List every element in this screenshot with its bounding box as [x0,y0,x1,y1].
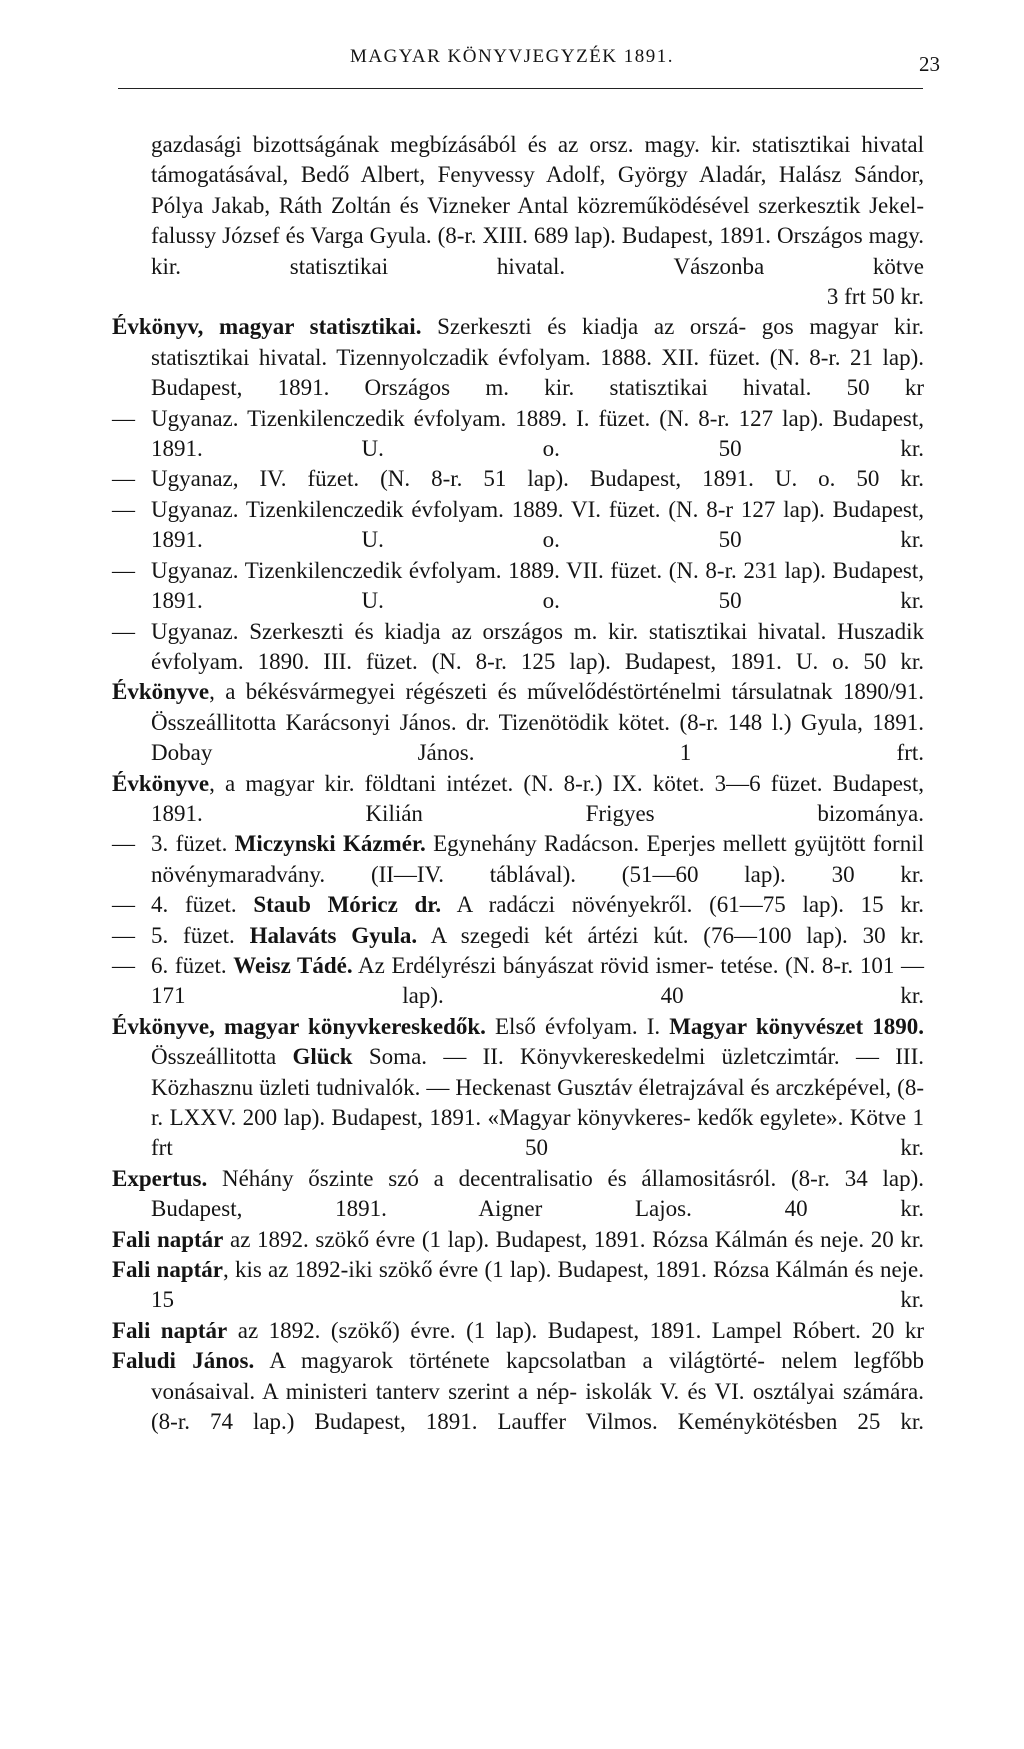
catalog-entry [112,829,924,890]
entry-text: Szerkeszti és kiadja az orszá- gos magyar kir. statisztikai hivatal. Tizennyolczadik évfolyam. 1888. XII. füzet. (N. 8-r. 21 lap). Budapest, 1891. Országos m. kir. statisztikai hivatal. [151,314,924,401]
entry-price: 20 kr [871,1317,924,1343]
entry-text: Soma. — II. Könyvkereskedelmi üzletczimtár. — III. Közhasznu üzleti tudnivalók. — Heckenast Gusztáv életrajzával és arczképével, (8-r. LXXV. 200 lap). Budapest, 1891. «Magyar könyvkeres- kedők egylete». Kötve [151,1044,925,1130]
entry-heading: Magyar könyvészet 1890. [669,1013,924,1039]
catalog-entry [112,312,924,403]
entry-text: 3. füzet. [151,831,235,857]
entry-heading: Staub Móricz dr. [253,892,442,918]
entry-price: 3 frt 50 kr. [826,284,924,310]
catalog-entry [112,495,924,556]
catalog-entry [112,890,924,920]
entry-heading: Expertus. [112,1165,208,1191]
entry-text: Az Erdélyrészi bányászat rövid ismer- tetése. (N. 8-r. 101 —171 lap). [151,952,924,1009]
catalog-entry [112,769,924,830]
entry-price: 25 kr. [857,1409,925,1435]
entry-text: Ugyanaz. Szerkeszti és kiadja az országos m. kir. statisztikai hivatal. Huszadik évfolyam. 1890. III. füzet. (N. 8-r. 125 lap). Budapest, 1891. U. o. [151,618,924,674]
ditto-dash: — [112,952,135,978]
page-number: 23 [919,52,940,76]
entry-text: A szegedi két ártézi kút. (76—100 lap). [417,922,848,948]
entry-heading: Miczynski Kázmér. [234,831,426,857]
ditto-dash: — [112,618,135,644]
entry-text: Ugyanaz. Tizenkilenczedik évfolyam. 1889. I. füzet. (N. 8-r. 127 lap). Budapest, 1891. U. o. [151,405,924,462]
entry-text: Ugyanaz, IV. füzet. (N. 8-r. 51 lap). Budapest, 1891. U. o. 50 kr. [151,466,924,492]
entry-price: 1 frt 50 kr. [151,1105,924,1161]
header-rule [118,88,923,89]
entry-list [112,312,924,1437]
entry-price: 15 kr. [151,1287,924,1313]
entry-text: Ugyanaz. Tizenkilenczedik évfolyam. 1889. VII. füzet. (N. 8-r. 231 lap). Budapest, 1891. U. o. [151,557,924,614]
catalog-entry [112,1225,924,1255]
entry-price: 20 kr. [870,1226,925,1252]
entry-heading: Évkönyve [112,679,210,705]
entry-text: , a békésvármegyei régészeti és művelődéstörténelmi társulatnak 1890/91. Összeállitotta Karácsonyi János. dr. Tizenötödik kötet. (8-r. 148 l.) Gyula, 1891. Dobay János. 1 frt. [151,679,924,766]
ditto-dash: — [112,405,135,431]
entry-heading: Fali naptár [112,1317,228,1343]
entry-price: 50 kr. [863,648,925,674]
entry-heading: Fali naptár [112,1226,224,1252]
catalog-entry [112,677,924,768]
continued-entry: gazdasági bizottságának megbízásából és az orsz. magy. kir. statisztikai hivatal támogatásával, Bedő Albert, Fenyvessy Adolf, György Aladár, Halász Sándor, Pólya Jakab, Ráth Zoltán és Vizneker Antal közreműködésével szerkesztik Jekel- falussy József és Varga Gyula. (8-r. XIII. 689 lap). Budapest, 1891. Országos magy. kir. statisztikai hivatal. Vászonba kötve [151,132,925,279]
catalog-entry [112,464,924,494]
entry-text: Ugyanaz. Tizenkilenczedik évfolyam. 1889. VI. füzet. (N. 8-r 127 lap). Budapest, 1891. U. o. [151,496,924,553]
running-header: MAGYAR KÖNYVJEGYZÉK 1891. [349,46,675,67]
entry-heading: Fali naptár [112,1257,223,1283]
ditto-dash: — [112,922,135,948]
entry-price: 40 kr. [660,983,924,1009]
entry-price: 30 kr. [831,861,925,887]
catalog-entry [112,1255,924,1316]
entry-text: Első évfolyam. I. [485,1013,670,1039]
catalog-body [112,130,924,1437]
entry-heading: Évkönyve [112,770,210,796]
ditto-dash: — [112,557,135,583]
entry-text: Összeállitotta [151,1044,293,1070]
entry-heading: Weisz Tádé. [233,952,353,978]
entry-text: Néhány őszinte szó a decentralisatio és államositásról. (8-r. 34 lap). Budapest, 1891. Aigner Lajos. [151,1165,924,1222]
entry-price: 15 kr. [860,892,925,918]
entry-price: 50 kr. [718,436,924,462]
entry-heading: Évkönyve, magyar könyvkereskedők. [112,1013,486,1039]
catalog-entry [112,617,924,678]
entry-text: 5. füzet. [151,922,250,948]
entry-text: A radáczi növényekről. (61—75 lap). [441,892,844,918]
entry-price: 50 kr. [718,588,924,614]
entry-heading: Évkönyv, magyar statisztikai. [112,314,422,340]
ditto-dash: — [112,831,135,857]
catalog-entry [112,1164,924,1225]
catalog-entry [112,556,924,617]
ditto-dash: — [112,892,135,918]
entry-price: 50 kr [846,375,925,401]
entry-text: 4. füzet. [151,892,254,918]
entry-text: Egynehány Radácson. Eperjes mellett gyüjtött fornil növénymaradvány. (II—IV. táblával). (51—60 lap). [151,831,924,887]
catalog-entry [112,951,924,1012]
entry-heading: Glück [292,1044,353,1070]
ditto-dash: — [112,496,135,522]
entry-price: 50 kr. [718,527,924,553]
entry-text: , a magyar kir. földtani intézet. (N. 8-r.) IX. kötet. 3—6 füzet. Budapest, 1891. Kilián Frigyes bizománya. [151,770,924,826]
entry-text: 6. füzet. [151,952,234,978]
catalog-entry [112,404,924,465]
entry-price: 40 kr. [784,1196,925,1222]
entry-text: A magyarok története kapcsolatban a világtörté- nelem legfőbb vonásaival. A ministeri tanterv szerint a nép- iskolák V. és VI. osztályai számára. (8-r. 74 lap.) Budapest, 1891. Lauffer Vilmos. Keménykötésben [151,1348,924,1435]
catalog-entry [112,1346,924,1437]
catalog-entry [112,921,924,951]
catalog-entry [112,1012,924,1164]
entry-text: az 1892. (szökő) évre. (1 lap). Budapest, 1891. Lampel Róbert. [227,1317,861,1343]
entry-text: , kis az 1892-iki szökő évre (1 lap). Budapest, 1891. Rózsa Kálmán és neje. [223,1257,924,1283]
entry-price: 30 kr. [862,922,925,948]
ditto-dash: — [112,466,135,492]
entry-heading: Halaváts Gyula. [249,922,418,948]
entry-heading: Faludi János. [112,1348,255,1374]
catalog-entry [112,1316,924,1346]
entry-text: az 1892. szökő évre (1 lap). Budapest, 1891. Rózsa Kálmán és neje. [223,1226,865,1252]
